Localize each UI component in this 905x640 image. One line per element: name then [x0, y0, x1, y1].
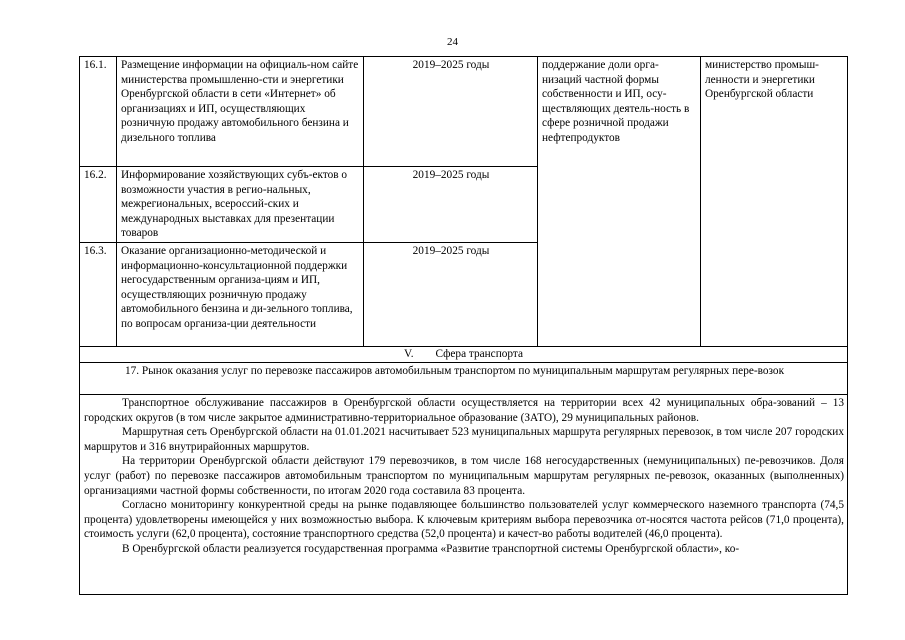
subsection-heading-row [80, 362, 848, 394]
paragraph: Транспортное обслуживание пассажиров в Оренбургской области осуществляется на территории всех 42 муниципальных обра-зований – 13 городских округов (в том числе закрытое административно-территориальное образование (ЗАТО), 29 муниципальных районов. [84, 396, 844, 424]
period-cell: 2019–2025 годы [364, 167, 538, 243]
section-heading [80, 346, 848, 362]
responsible-cell: министерство промыш-ленности и энергетики Оренбургской области [701, 57, 848, 347]
paragraph: На территории Оренбургской области действуют 179 перевозчиков, в том числе 168 негосударственных (немуниципальных) пе-ревозчиков. Доля услуг (работ) по перевозке пассажиров автомобильным транспортом по муниципальным маршрутам регулярных пе-ревозок, оказанных (выполненных) организациями частной формы собственности, по итогам 2020 года составила 83 процента. [84, 455, 844, 497]
section-heading-row [80, 346, 848, 362]
period-cell: 2019–2025 годы [364, 57, 538, 167]
row-number: 16.2. [80, 167, 117, 243]
section-label: V. [404, 347, 414, 360]
action-cell: Оказание организационно-методической и информационно-консультационной поддержки негосударственным организа-циям и ИП, осуществляющих розничную продажу автомобильного бензина и ди-зельного топлива, по вопросам организа-ции деятельности [117, 242, 364, 346]
section-title: Сфера транспорта [435, 347, 523, 360]
result-cell: поддержание доли орга-низаций частной формы собственности и ИП, осу-ществляющих деятель-ность в сфере розничной продажи нефтепродуктов [538, 57, 701, 347]
subsection-heading: 17. Рынок оказания услуг по перевозке пассажиров автомобильным транспортом по муниципальным маршрутам регулярных пере-возок [80, 362, 848, 394]
measures-table [79, 56, 848, 595]
row-number: 16.1. [80, 57, 117, 167]
table-row [80, 57, 848, 167]
action-cell: Информирование хозяйствующих субъ-ектов о возможности участия в регио-нальных, межрегиональных, всероссий-ских и международных выставках для презентации товаров [117, 167, 364, 243]
text-block [80, 394, 848, 594]
page-number: 24 [447, 36, 458, 48]
paragraph: Маршрутная сеть Оренбургской области на 01.01.2021 насчитывает 523 муниципальных маршрута регулярных перевозок, в том числе 207 городских маршрутов и 316 внутрирайонных маршрутов. [84, 426, 844, 453]
row-number: 16.3. [80, 242, 117, 346]
paragraph: Согласно мониторингу конкурентной среды на рынке подавляющее большинство пользователей услуг коммерческого наземного транспорта (74,5 процента) удовлетворены имеющейся у них возможностью выбора. К ключевым критериям выбора перевозчика от-носятся частота рейсов (71,0 процента), стоимость услуги (62,0 процента), состояние транспортного средства (52,0 процента) и качест-во работы водителей (46,0 процента). [84, 499, 844, 541]
text-row [80, 394, 848, 594]
period-cell: 2019–2025 годы [364, 242, 538, 346]
action-cell: Размещение информации на официаль-ном сайте министерства промышленно-сти и энергетики Оренбургской области в сети «Интернет» об организациях и ИП, осуществляющих розничную продажу автомобильного бензина и дизельного топлива [117, 57, 364, 167]
paragraph: В Оренбургской области реализуется государственная программа «Развитие транспортной системы Оренбургской области», ко- [122, 542, 740, 555]
